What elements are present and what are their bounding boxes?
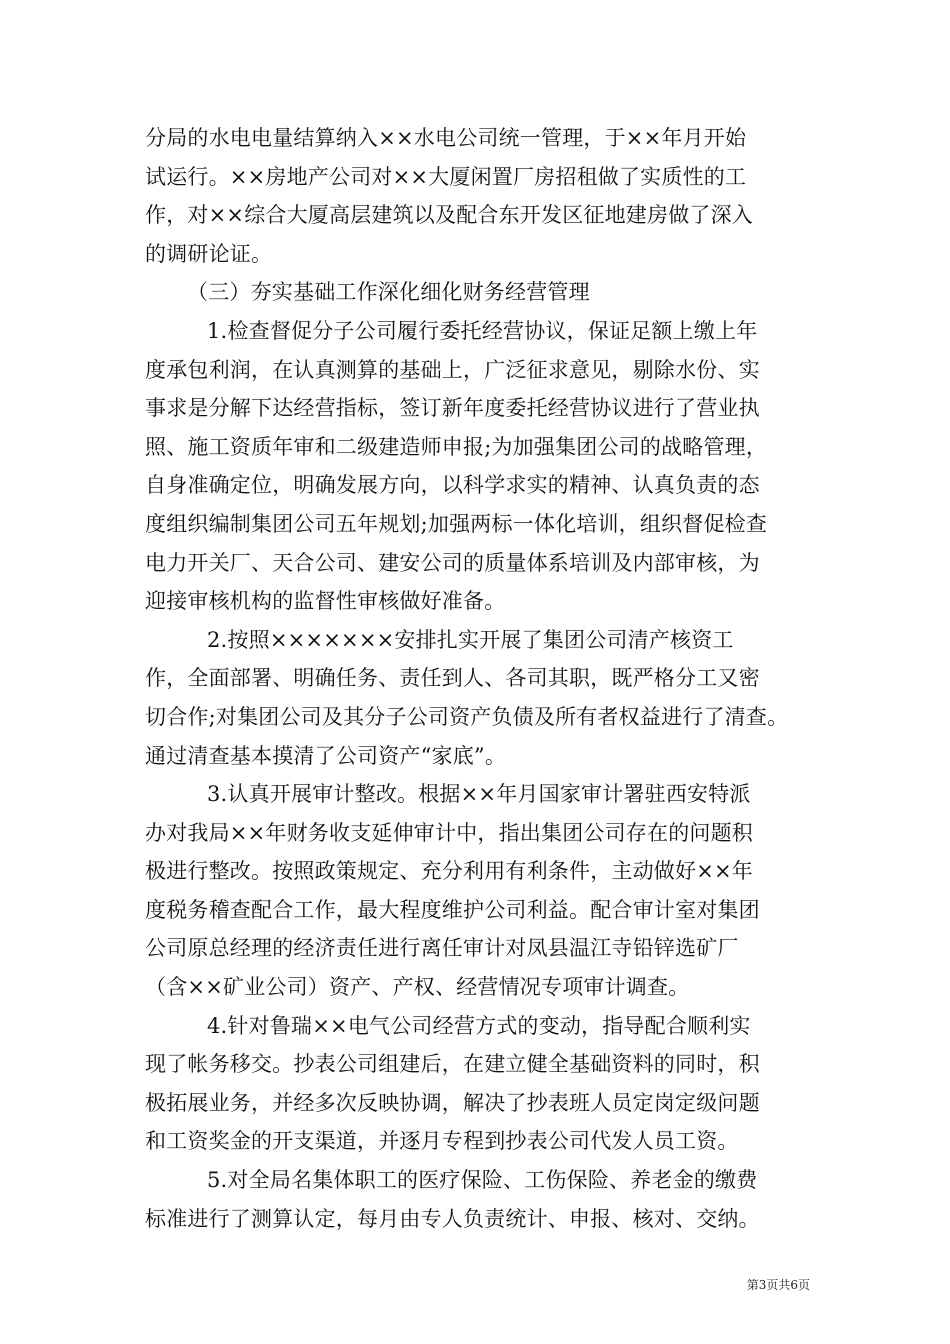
page-number: 第3页共6页 xyxy=(746,1278,810,1292)
text-line: 的调研论证。 xyxy=(145,241,273,266)
text-line: 度税务稽查配合工作，最大程度维护公司利益。配合审计室对集团 xyxy=(145,897,760,922)
text-line: 公司原总经理的经济责任进行离任审计对凤县温江寺铅锌选矿厂 xyxy=(145,936,739,961)
paragraph-start: 2.按照×××××××安排扎实开展了集团公司清产核资工 xyxy=(207,627,734,652)
text-line: 分局的水电电量结算纳入××水电公司统一管理，于××年月开始 xyxy=(145,126,747,150)
paragraph-start: 1.检查督促分子公司履行委托经营协议，保证足额上缴上年 xyxy=(207,318,758,343)
paragraph-start: 4.针对鲁瑞××电气公司经营方式的变动，指导配合顺利实 xyxy=(207,1013,751,1038)
text-line: 度组织编制集团公司五年规划;加强两标一体化培训，组织督促检查 xyxy=(145,511,768,536)
text-line: 自身准确定位，明确发展方向，以科学求实的精神、认真负责的态 xyxy=(145,473,760,498)
text-line: 照、施工资质年审和二级建造师申报;为加强集团公司的战略管理， xyxy=(145,434,768,459)
text-line: 标准进行了测算认定，每月由专人负责统计、申报、核对、交纳。 xyxy=(145,1206,760,1231)
text-line: 办对我局××年财务收支延伸审计中，指出集团公司存在的问题积 xyxy=(145,820,753,845)
text-line: 通过清查基本摸清了公司资产“家底”。 xyxy=(145,743,507,768)
section-heading: （三）夯实基础工作深化细化财务经营管理 xyxy=(187,280,590,305)
document-body xyxy=(145,119,820,1238)
text-line: 试运行。××房地产公司对××大厦闲置厂房招租做了实质性的工 xyxy=(145,164,747,189)
text-line: 迎接审核机构的监督性审核做好准备。 xyxy=(145,589,506,614)
text-line: 现了帐务移交。抄表公司组建后，在建立健全基础资料的同时，积 xyxy=(145,1052,760,1077)
text-line: 作，对××综合大厦高层建筑以及配合东开发区征地建房做了深入 xyxy=(145,203,753,228)
text-line: 极进行整改。按照政策规定、充分利用有利条件，主动做好××年 xyxy=(145,859,753,884)
text-line: 度承包利润，在认真测算的基础上，广泛征求意见，剔除水份、实 xyxy=(145,357,760,382)
text-line: （含××矿业公司）资产、产权、经营情况专项审计调查。 xyxy=(145,975,690,1000)
paragraph-start: 3.认真开展审计整改。根据××年月国家审计署驻西安特派 xyxy=(207,782,751,807)
text-line: 切合作;对集团公司及其分子公司资产负债及所有者权益进行了清查。 xyxy=(145,704,789,729)
text-line: 电力开关厂、天合公司、建安公司的质量体系培训及内部审核，为 xyxy=(145,550,760,575)
text-line: 事求是分解下达经营指标，签订新年度委托经营协议进行了营业执 xyxy=(145,396,760,421)
text-line: 和工资奖金的开支渠道，并逐月专程到抄表公司代发人员工资。 xyxy=(145,1129,739,1154)
text-line: 极拓展业务，并经多次反映协调，解决了抄表班人员定岗定级问题 xyxy=(145,1090,760,1115)
paragraph-start: 5.对全局名集体职工的医疗保险、工伤保险、养老金的缴费 xyxy=(207,1168,758,1193)
text-line: 作，全面部署、明确任务、责任到人、各司其职，既严格分工又密 xyxy=(145,666,760,691)
